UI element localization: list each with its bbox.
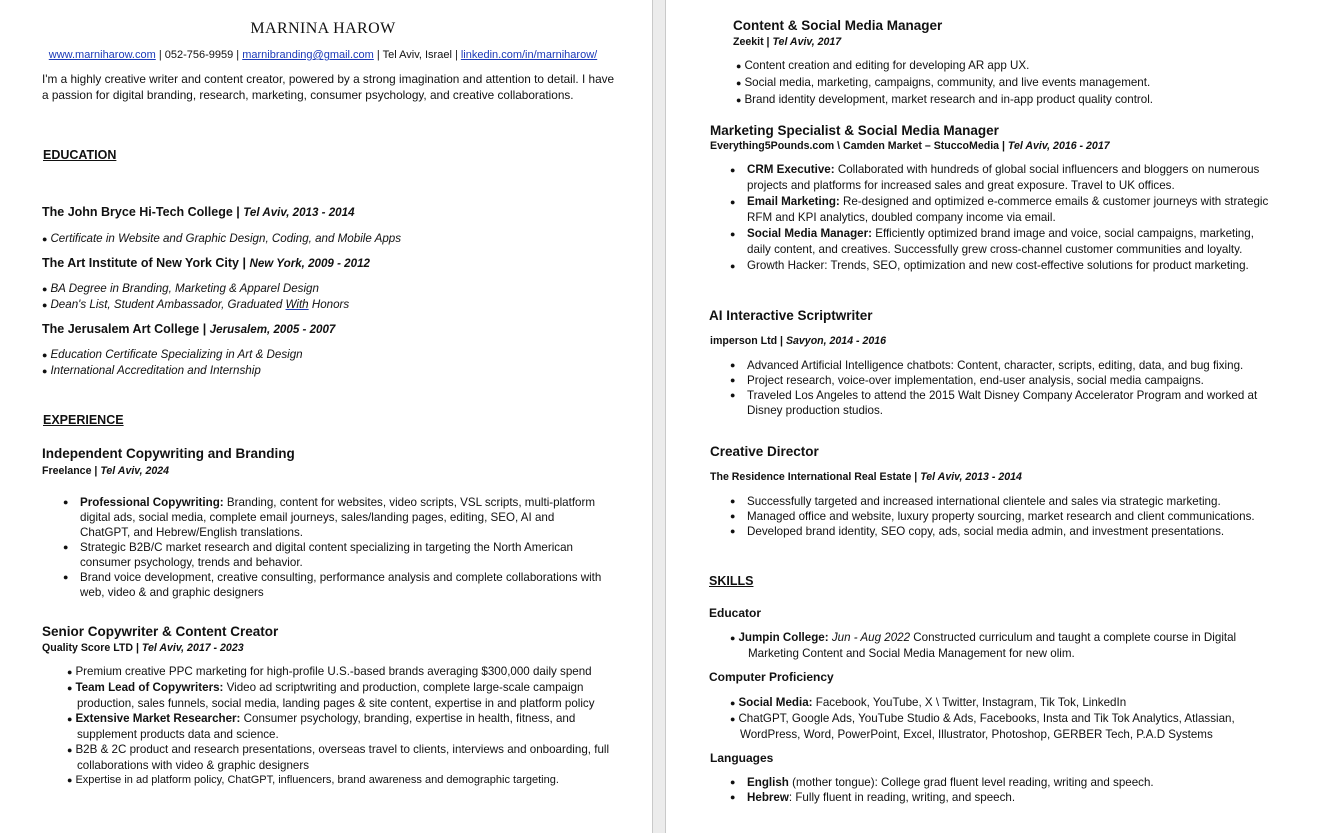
list-item: ● Certificate in Website and Graphic Design, Coding, and Mobile Apps [42, 232, 402, 245]
job-title: Independent Copywriting and Branding [42, 446, 295, 461]
phone-text: | 052-756-9959 | [155, 49, 243, 61]
resume-page-2 [666, 0, 1320, 833]
job-title: Senior Copywriter & Content Creator [42, 624, 279, 639]
list-item: ● Successfully targeted and increased international clientele and sales via strategic marketing. [730, 494, 1290, 509]
list-item: ● Dean's List, Student Ambassador, Graduated With Honors [42, 298, 350, 311]
list-item: ● Extensive Market Researcher: Consumer psychology, branding, expertise in health, fitness, and supplement products data and science. [67, 712, 576, 741]
list-item: ● B2B & 2C product and research presentations, overseas travel to clients, interviews and onboarding, full collaborations with video & graphic designers [67, 743, 610, 772]
list-item: ● Social media, marketing, campaigns, community, and live events management. [736, 76, 1151, 89]
location-text: | Tel Aviv, Israel | [373, 49, 461, 61]
school-john-bryce: The John Bryce Hi-Tech College | Tel Aviv, 2013 - 2014 [42, 205, 355, 219]
list-item: ● Social Media: Facebook, YouTube, X \ Twitter, Instagram, Tik Tok, LinkedIn [730, 696, 1127, 709]
list-item: ● Professional Copywriting: Branding, content for websites, video scripts, VSL scripts, multi-platform digital ads, social media, complete email journeys, sales/landing pages, editing, SEO, AI and ChatGPT, and Hebrew/English translations. [63, 495, 603, 540]
email-link[interactable]: marnibranding@gmail.com [242, 49, 374, 61]
job-bullets [63, 495, 603, 600]
list-item: ● Email Marketing: Re-designed and optimized e-commerce emails & customer journeys with strategic RFM and KPI analytics, doubled company income via email. [730, 194, 1275, 226]
linkedin-link[interactable]: linkedin.com/in/marniharow/ [460, 49, 598, 61]
list-item: ● Content creation and editing for developing AR app UX. [736, 59, 1030, 72]
list-item: ● Team Lead of Copywriters: Video ad scriptwriting and production, complete large-scale campaign production, sales funnels, social media, landing pages & site content, expertise in and platform policy [67, 681, 595, 710]
resume-page-1 [0, 0, 652, 833]
list-item: ● Hebrew: Fully fluent in reading, writing, and speech. [730, 790, 1270, 805]
computer-bullets [730, 695, 1290, 743]
languages-label: Languages [710, 751, 774, 765]
educator-label: Educator [709, 606, 762, 620]
job-meta: imperson Ltd | Savyon, 2014 - 2016 [710, 335, 887, 347]
job-bullets [736, 58, 1296, 108]
website-link[interactable]: www.marniharow.com [48, 49, 156, 61]
list-item: ● Education Certificate Specializing in Art & Design [42, 348, 303, 361]
list-item: ● Project research, voice-over implementation, end-user analysis, social media campaigns. [730, 373, 1275, 388]
job-title: Content & Social Media Manager [733, 18, 943, 33]
summary-paragraph: I'm a highly creative writer and content creator, powered by a strong imagination and attention to detail. I have a passion for digital branding, research, marketing, consumer psychology, and creative collaborations. [42, 72, 615, 102]
list-item: ● Brand voice development, creative consulting, performance analysis and complete collaborations with web, video & and graphic designers [63, 570, 603, 600]
job-meta: Freelance | Tel Aviv, 2024 [42, 465, 170, 477]
skills-heading: SKILLS [709, 574, 754, 588]
list-item: ● Growth Hacker: Trends, SEO, optimization and new cost-effective solutions for product marketing. [730, 258, 1275, 274]
list-item: ● Traveled Los Angeles to attend the 2015 Walt Disney Company Accelerator Program and worked at Disney production studios. [730, 388, 1275, 418]
job-title: AI Interactive Scriptwriter [709, 308, 873, 323]
educator-bullets [730, 630, 1270, 662]
list-item: ● Jumpin College: Jun - Aug 2022 Constructed curriculum and taught a complete course in Digital Marketing Content and Social Media Management for new olim. [730, 631, 1237, 660]
list-item: ● ChatGPT, Google Ads, YouTube Studio & Ads, Facebooks, Insta and Tik Tok Analytics, Atlassian, WordPress, Word, PowerPoint, Excel, Illustrator, Photoshop, GERBER Tech, P.A.D Systems [730, 712, 1235, 741]
job-meta: The Residence International Real Estate | Tel Aviv, 2013 - 2014 [710, 471, 1022, 483]
language-bullets [730, 775, 1270, 805]
list-item: ● Advanced Artificial Intelligence chatbots: Content, character, scripts, editing, data, and bug fixing. [730, 358, 1275, 373]
list-item: ● International Accreditation and Internship [42, 364, 261, 377]
job-meta: Everything5Pounds.com \ Camden Market – StuccoMedia | Tel Aviv, 2016 - 2017 [710, 140, 1110, 152]
job-title: Marketing Specialist & Social Media Manager [710, 123, 999, 138]
list-item: ● CRM Executive: Collaborated with hundreds of global social influencers and bloggers on numerous projects and platforms for increased sales and great exposure. Travel to UK offices. [730, 162, 1275, 194]
list-item: ● Social Media Manager: Efficiently optimized brand image and voice, social campaigns, marketing, daily content, and creatives. Successfully grew cross-channel customer communities and loyalty. [730, 226, 1275, 258]
job-bullets [730, 494, 1290, 539]
list-item: ● Expertise in ad platform policy, ChatGPT, influencers, brand awareness and demographic targeting. [67, 774, 559, 786]
education-heading: EDUCATION [43, 148, 117, 162]
job-bullets [730, 358, 1275, 418]
job-bullets [730, 162, 1275, 274]
list-item: ● Managed office and website, luxury property sourcing, market research and client communications. [730, 509, 1290, 524]
job-meta: Quality Score LTD | Tel Aviv, 2017 - 2023 [42, 642, 244, 654]
job-meta: Zeekit | Tel Aviv, 2017 [733, 36, 842, 48]
candidate-name: MARNINA HAROW [250, 20, 396, 37]
school-art-institute: The Art Institute of New York City | New York, 2009 - 2012 [42, 256, 370, 270]
list-item: ● Premium creative PPC marketing for high-profile U.S.-based brands averaging $300,000 daily spend [67, 665, 592, 678]
computer-proficiency-label: Computer Proficiency [709, 670, 834, 684]
list-item: ● Brand identity development, market research and in-app product quality control. [736, 93, 1154, 106]
list-item: ● BA Degree in Branding, Marketing & Apparel Design [42, 282, 319, 295]
job-bullets [67, 664, 612, 788]
list-item: ● English (mother tongue): College grad fluent level reading, writing and speech. [730, 775, 1270, 790]
school-jerusalem-art: The Jerusalem Art College | Jerusalem, 2005 - 2007 [42, 322, 336, 336]
list-item: ● Developed brand identity, SEO copy, ads, social media admin, and investment presentations. [730, 524, 1290, 539]
list-item: ● Strategic B2B/C market research and digital content specializing in targeting the North American consumer psychology, trends and behavior. [63, 540, 603, 570]
experience-heading: EXPERIENCE [43, 413, 124, 427]
page-separator [652, 0, 666, 833]
job-title: Creative Director [710, 444, 819, 459]
contact-line [0, 48, 646, 63]
